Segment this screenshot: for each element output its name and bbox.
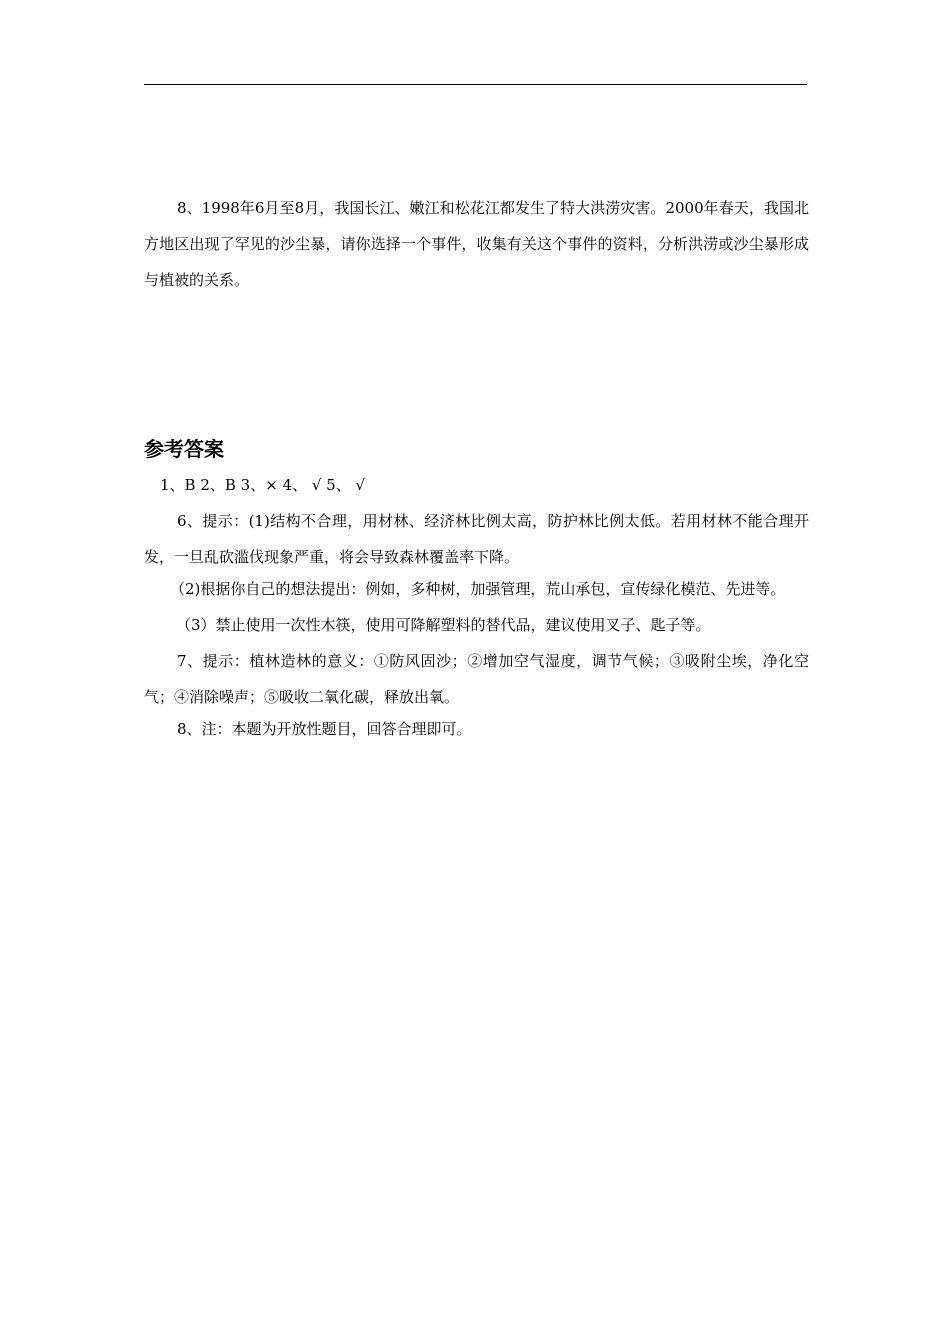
- header-rule: [144, 84, 807, 85]
- answer-6-part-2: （2)根据你自己的想法提出：例如，多种树，加强管理，荒山承包，宣传绿化模范、先进等。: [170, 580, 786, 598]
- question-8: 8、1998年6月至8月，我国长江、嫩江和松花江都发生了特大洪涝灾害。2000年春天，我国北方地区出现了罕见的沙尘暴，请你选择一个事件，收集有关这个事件的资料，分析洪涝或沙尘暴形成与植被的关系。: [144, 199, 809, 289]
- answer-7: 7、提示：植林造林的意义：①防风固沙；②增加空气湿度，调节气候；③吸附尘埃，净化空气；④消除噪声；⑤吸收二氧化碳，释放出氧。: [144, 652, 809, 706]
- answers-heading: 参考答案: [144, 437, 224, 461]
- answer-6-part-3: （3）禁止使用一次性木筷，使用可降解塑料的替代品，建议使用叉子、匙子等。: [176, 616, 711, 634]
- answer-line-1-5: 1、B 2、B 3、× 4、 √ 5、 √: [160, 476, 366, 494]
- answer-6: 6、提示：(1)结构不合理，用材林、经济林比例太高，防护林比例太低。若用材林不能合理开发，一旦乱砍滥伐现象严重，将会导致森林覆盖率下降。: [144, 512, 809, 566]
- answer-8: 8、注：本题为开放性题目，回答合理即可。: [177, 720, 472, 738]
